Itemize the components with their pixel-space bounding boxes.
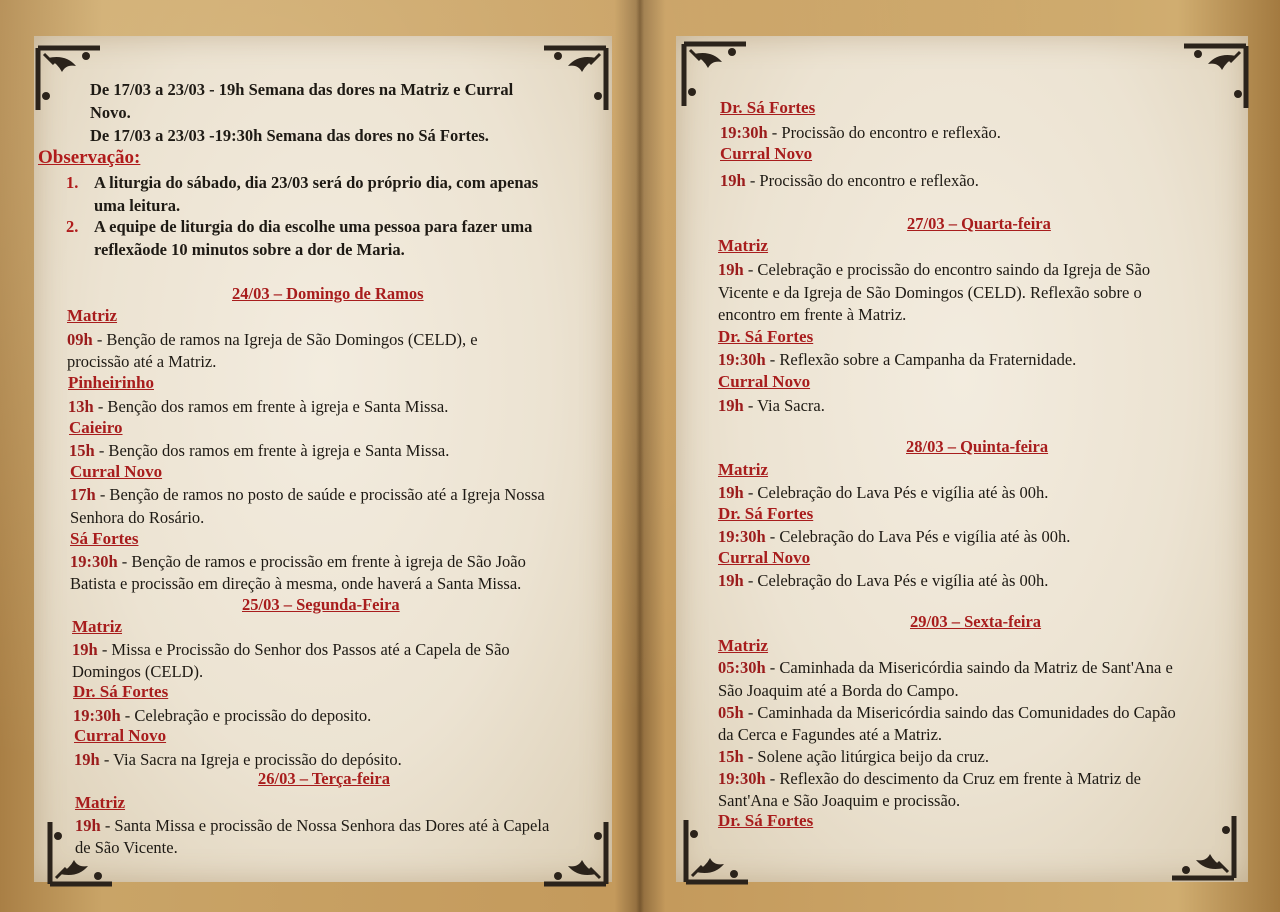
- event-text: São Joaquim até a Borda do Campo.: [718, 681, 959, 700]
- location-label: Matriz: [75, 793, 126, 812]
- event-time: 15h: [718, 747, 744, 766]
- event-text: - Via Sacra.: [743, 396, 825, 415]
- event-text: - Benção dos ramos em frente à igreja e Santa Missa.: [93, 397, 449, 416]
- event-text: Vicente e da Igreja de São Domingos (CELD). Reflexão sobre o: [718, 283, 1142, 302]
- event-time: 19h: [720, 171, 746, 190]
- event-text: Sant'Ana e São Joaquim e procissão.: [718, 791, 961, 810]
- event-text: - Celebração do Lava Pés e vigília até às 00h.: [765, 527, 1071, 546]
- event-text: - Celebração do Lava Pés e vigília até às 00h.: [743, 483, 1049, 502]
- location-label: Curral Novo: [718, 548, 811, 567]
- intro-line: Novo.: [90, 103, 131, 122]
- event-time: 19:30h: [718, 769, 766, 788]
- corner-ornament-icon: [540, 818, 610, 888]
- location-label: Matriz: [72, 617, 123, 636]
- event-text: Senhora do Rosário.: [70, 508, 205, 527]
- event-text: - Procissão do encontro e reflexão.: [767, 123, 1001, 142]
- event-text: Domingos (CELD).: [72, 662, 204, 681]
- list-number: 1.: [66, 173, 79, 192]
- observation-text: uma leitura.: [94, 196, 181, 215]
- event-time: 19:30h: [718, 527, 766, 546]
- location-label: Curral Novo: [718, 372, 811, 391]
- location-label: Dr. Sá Fortes: [718, 504, 814, 523]
- event-time: 19:30h: [720, 123, 768, 142]
- event-text: - Celebração e procissão do deposito.: [120, 706, 372, 725]
- date-heading: 29/03 – Sexta-feira: [910, 612, 1042, 631]
- center-fold: [636, 0, 644, 912]
- event-time: 09h: [67, 330, 93, 349]
- event-time: 19h: [718, 483, 744, 502]
- event-text: - Solene ação litúrgica beijo da cruz.: [743, 747, 989, 766]
- event-time: 19:30h: [73, 706, 121, 725]
- event-time: 19h: [75, 816, 101, 835]
- event-text: - Reflexão do descimento da Cruz em frente à Matriz de: [765, 769, 1141, 788]
- date-heading: 28/03 – Quinta-feira: [906, 437, 1049, 456]
- event-text: da Cerca e Fagundes até a Matriz.: [718, 725, 943, 744]
- event-time: 19h: [718, 571, 744, 590]
- event-text: - Reflexão sobre a Campanha da Fraternidade.: [765, 350, 1077, 369]
- observation-text: A liturgia do sábado, dia 23/03 será do próprio dia, com apenas: [94, 173, 539, 192]
- observation-text: A equipe de liturgia do dia escolhe uma pessoa para fazer uma: [94, 217, 533, 236]
- event-time: 13h: [68, 397, 94, 416]
- event-time: 17h: [70, 485, 96, 504]
- event-time: 19h: [74, 750, 100, 769]
- event-text: - Santa Missa e procissão de Nossa Senhora das Dores até à Capela: [100, 816, 550, 835]
- location-label: Matriz: [718, 236, 769, 255]
- event-time: 05h: [718, 703, 744, 722]
- location-label: Matriz: [67, 306, 118, 325]
- event-text: - Benção de ramos e procissão em frente à igreja de São João: [117, 552, 526, 571]
- event-time: 19h: [718, 260, 744, 279]
- event-text: encontro em frente à Matriz.: [718, 305, 907, 324]
- location-label: Curral Novo: [720, 144, 813, 163]
- event-text: - Procissão do encontro e reflexão.: [745, 171, 979, 190]
- intro-line: De 17/03 a 23/03 -19:30h Semana das dores no Sá Fortes.: [90, 126, 489, 145]
- location-label: Dr. Sá Fortes: [73, 682, 169, 701]
- date-heading: 24/03 – Domingo de Ramos: [232, 284, 424, 303]
- event-text: - Caminhada da Misericórdia saindo das Comunidades do Capão: [743, 703, 1176, 722]
- event-time: 19:30h: [70, 552, 118, 571]
- event-text: - Celebração do Lava Pés e vigília até às 00h.: [743, 571, 1049, 590]
- event-text: - Benção dos ramos em frente à igreja e Santa Missa.: [94, 441, 450, 460]
- event-text: - Benção de ramos no posto de saúde e procissão até a Igreja Nossa: [95, 485, 545, 504]
- event-time: 05:30h: [718, 658, 766, 677]
- location-label: Matriz: [718, 636, 769, 655]
- list-number: 2.: [66, 217, 79, 236]
- event-text: - Caminhada da Misericórdia saindo da Matriz de Sant'Ana e: [765, 658, 1173, 677]
- corner-ornament-icon: [1168, 812, 1238, 882]
- event-text: - Missa e Procissão do Senhor dos Passos até a Capela de São: [97, 640, 510, 659]
- event-text: procissão até a Matriz.: [67, 352, 217, 371]
- event-text: - Via Sacra na Igreja e procissão do depósito.: [99, 750, 402, 769]
- location-label: Sá Fortes: [70, 529, 139, 548]
- date-heading: 27/03 – Quarta-feira: [907, 214, 1051, 233]
- location-label: Pinheirinho: [68, 373, 154, 392]
- date-heading: 25/03 – Segunda-Feira: [242, 595, 400, 614]
- event-time: 19h: [718, 396, 744, 415]
- location-label: Matriz: [718, 460, 769, 479]
- observation-text: reflexãode 10 minutos sobre a dor de Maria.: [94, 240, 405, 259]
- location-label: Curral Novo: [70, 462, 163, 481]
- location-label: Dr. Sá Fortes: [718, 811, 814, 830]
- event-time: 15h: [69, 441, 95, 460]
- location-label: Dr. Sá Fortes: [718, 327, 814, 346]
- location-label: Dr. Sá Fortes: [720, 98, 816, 117]
- event-text: Batista e procissão em direção à mesma, onde haverá a Santa Missa.: [70, 574, 522, 593]
- location-label: Caieiro: [69, 418, 123, 437]
- observation-title: Observação:: [38, 147, 141, 168]
- event-text: - Benção de ramos na Igreja de São Domingos (CELD), e: [92, 330, 478, 349]
- location-label: Curral Novo: [74, 726, 167, 745]
- intro-line: De 17/03 a 23/03 - 19h Semana das dores na Matriz e Curral: [90, 80, 514, 99]
- corner-ornament-icon: [540, 44, 610, 114]
- event-text: de São Vicente.: [75, 838, 178, 857]
- corner-ornament-icon: [1180, 42, 1250, 112]
- event-time: 19:30h: [718, 350, 766, 369]
- event-text: - Celebração e procissão do encontro saindo da Igreja de São: [743, 260, 1151, 279]
- event-time: 19h: [72, 640, 98, 659]
- date-heading: 26/03 – Terça-feira: [258, 769, 390, 788]
